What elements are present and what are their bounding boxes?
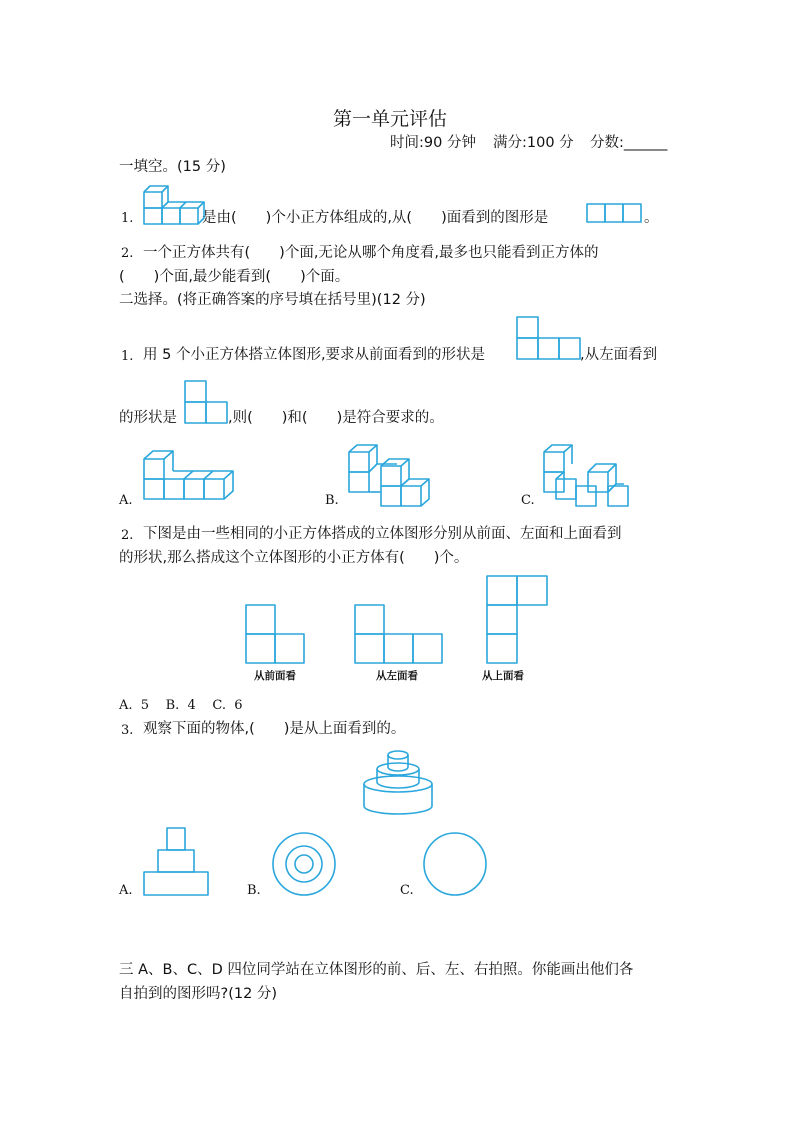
section-3-line1: 三 A、B、C、D 四位同学站在立体图形的前、后、左、右拍照。你能画出他们各 (119, 962, 634, 978)
section-2-heading: 二选择。(将正确答案的序号填在括号里)(12 分) (119, 292, 426, 308)
s2-q2-caption-front: 从前面看 (254, 670, 296, 682)
s2-q2-line1: 下图是由一些相同的小正方体搭成的立体图形分别从前面、左面和上面看到 (143, 526, 622, 542)
s2-q2-top-view (486, 575, 550, 667)
s1-q2-line1: 一个正方体共有( )个面,无论从哪个角度看,最多也只能看到正方体的 (143, 245, 599, 261)
s1-q1-number: 1. (121, 211, 134, 226)
s2-q3-number: 3. (121, 723, 134, 738)
s2-q1-number: 1. (121, 349, 134, 364)
s2-q1-option-a-figure (143, 446, 235, 506)
s2-q1-option-c: C. (521, 493, 535, 508)
s2-q3-option-a: A. (119, 883, 133, 898)
s1-q2-line2: ( )个面,最少能看到( )个面。 (119, 269, 350, 285)
s2-q1-option-a: A. (119, 493, 133, 508)
s2-q1-option-c-figure (543, 442, 625, 510)
s2-q1-option-b-figure (348, 442, 430, 510)
s1-q1-view-figure (586, 203, 646, 225)
s2-q3-option-b-figure (272, 832, 336, 896)
s2-q1-line1a: 用 5 个小正方体搭立体图形,要求从前面看到的形状是 (143, 347, 486, 363)
section-3-line2: 自拍到的图形吗?(12 分) (119, 986, 278, 1002)
s2-q3-option-b: B. (247, 883, 261, 898)
page-title: 第一单元评估 (333, 108, 448, 130)
s2-q2-caption-left: 从左面看 (376, 670, 418, 682)
s2-q3-option-a-figure (143, 827, 209, 897)
s2-q1-line2a: 的形状是 (119, 410, 177, 426)
s2-q1-line1b: ,从左面看到 (580, 347, 658, 363)
s2-q2-answers: A. 5 B. 4 C. 6 (119, 698, 243, 713)
s1-q1-text: 是由( )个小正方体组成的,从( )面看到的图形是 (202, 210, 549, 226)
exam-full-score: 满分:100 分 (493, 135, 574, 151)
s2-q3-option-c-figure (423, 832, 487, 896)
s2-q2-front-view (245, 604, 307, 666)
s2-q2-number: 2. (121, 528, 134, 543)
s2-q2-line2: 的形状,那么搭成这个立体图形的小正方体有( )个。 (119, 550, 469, 566)
s2-q3-option-c: C. (400, 883, 414, 898)
section-1-heading: 一填空。(15 分) (119, 159, 226, 175)
s2-q1-left-view-figure (184, 380, 230, 426)
s1-q1-end: 。 (644, 210, 659, 226)
exam-time: 时间:90 分钟 (390, 135, 476, 151)
s2-q1-front-view-figure (516, 316, 584, 362)
s2-q3-stacked-cylinders-figure (362, 748, 436, 816)
s2-q1-line2b: ,则( )和( )是符合要求的。 (228, 410, 444, 426)
s1-q1-cube-stack-figure (143, 184, 203, 226)
s1-q2-number: 2. (121, 246, 134, 261)
s2-q3-text: 观察下面的物体,( )是从上面看到的。 (143, 721, 406, 737)
s2-q2-left-view (354, 604, 446, 666)
s2-q2-caption-top: 从上面看 (482, 670, 524, 682)
exam-score-field: 分数:______ (590, 135, 668, 151)
s2-q1-option-b: B. (325, 493, 339, 508)
